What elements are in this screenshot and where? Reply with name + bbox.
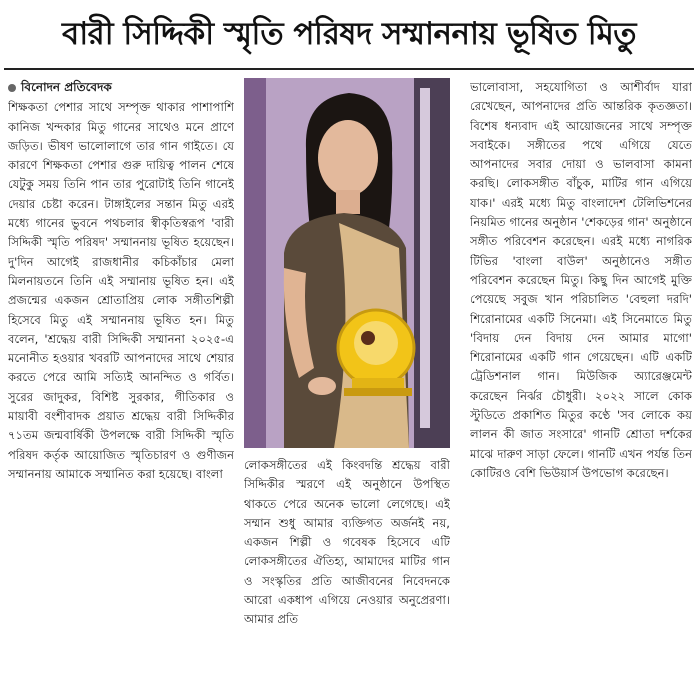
byline xyxy=(8,78,234,97)
article-column-3 xyxy=(470,78,692,684)
portrait-with-award-photo xyxy=(244,78,450,448)
article-column-2 xyxy=(244,456,450,684)
headline: বারী সিদ্দিকী স্মৃতি পরিষদ সম্মাননায় ভূষিত মিতু xyxy=(61,16,637,52)
article-column-1 xyxy=(8,78,234,684)
headline-divider xyxy=(4,68,694,70)
photo-illustration xyxy=(244,78,450,448)
column-2-text: লোকসঙ্গীতের এই কিংবদন্তি শ্রদ্ধেয় বারী সিদ্দিকীর স্মরণে এই অনুষ্ঠানে উপস্থিত থাকতে পেরে অনেক ভালো লেগেছে। এই সম্মান শুধু আমার ব্যক্তিগত অর্জনই নয়, একজন শিল্পী ও গবেষক হিসেবে এটি লোকসঙ্গীতের ঐতিহ্য, আমাদের মাটির গান ও সংস্কৃতির প্রতি আজীবনের নিবেদনকে আরো একধাপ এগিয়ে নেওয়ার অনুপ্রেরণা। আমার প্রতি xyxy=(244,458,450,627)
byline-text: বিনোদন প্রতিবেদক xyxy=(21,80,112,94)
column-1-text: শিক্ষকতা পেশার সাথে সম্পৃক্ত থাকার পাশাপাশি কানিজ খন্দকার মিতু গানের সাথেও মনে প্রাণে জড়িত। ভীষণ ভালোলাগে তার গান গাইতে। যে কারণে শিক্ষকতা পেশার গুরু দায়িত্ব পালন শেষে যেটুকু সময় তিনি পান তার পুরোটাই তিনি গানেই দেয়ার চেষ্টা করেন। টাঙ্গাইলের সন্তান মিতু এরই মধ্যে গানের ভুবনে পথচলার স্বীকৃতিস্বরূপ 'বারী সিদ্দিকী স্মৃতি পরিষদ' সম্মাননায় ভূষিত হয়েছেন। দু'দিন আগেই রাজধানীর কচিকাঁচার মেলা মিলনায়তনে তিনি এই সম্মানায় ভূষিত হন। এই প্রজন্মের একজন শ্রোতাপ্রিয় লোক সঙ্গীতশিল্পী হিসেবে মিতু এই সম্মাননায় ভূষিত হন। মিতু বলেন, 'শ্রদ্ধেয় বারী সিদ্দিকী সম্মাননা ২০২৫-এ মনোনীত হওয়ার খবরটি আপনাদের সাথে শেয়ার করতে পেরে আমি সত্যিই আনন্দিত ও গর্বিত। সুরের জাদুকর, বিশিষ্ট সুরকার, গীতিকার ও মায়াবী বংশীবাদক প্রয়াত শ্রদ্ধেয় বারী সিদ্দিকীর ৭১তম জন্মবার্ষিকী উপলক্ষে বারী সিদ্দিকী স্মৃতি পরিষদ কর্তৃক আয়োজিত স্মৃতিচারণ ও গুণীজন সম্মাননায় আমাকে সম্মানিত করা হয়েছে। বাংলা xyxy=(8,100,234,481)
column-3-text: ভালোবাসা, সহযোগিতা ও আশীর্বাদ যারা রেখেছেন, আপনাদের প্রতি আন্তরিক কৃতজ্ঞতা। বিশেষ ধন্যবাদ এই আয়োজনের সাথে সম্পৃক্ত সবাইকে। সঙ্গীতের পথে এগিয়ে যেতে আপনাদের সবার দোয়া ও ভালবাসা কামনা করছি। লোকসঙ্গীত বাঁচুক, মাটির গান এগিয়ে যাক।' এরই মধ্যে মিতু বাংলাদেশ টেলিভিশনের নিয়মিত গানের অনুষ্ঠান 'শেকড়ের গান' অনুষ্ঠানে সঙ্গীত পরিবেশন করেছেন। এরই মধ্যে নাগরিক টিভির 'বাংলা বাউল' অনুষ্ঠানেও সঙ্গীত পরিবেশন করেছেন মিতু। কিছু দিন আগেই মুক্তি পেয়েছে সবুজ খান পরিচালিত 'বেহুলা দরদি' শিরোনামের একটি সিনেমা। এই সিনেমাতে মিতু 'বিদায় দেন বিদায় দেন আমার মাগো' শিরোনামের একটি গান গেয়েছেন। এটি একটি ট্রেডিশনাল গান। মিউজিক অ্যারেঞ্জমেন্ট করেছেন নির্ঝর চৌধুরী। ২০২২ সালে কোক স্টুডিতে প্রকাশিত মিতুর কণ্ঠে 'সব লোকে কয় লালন কী জাত সংসারে' গানটি শ্রোতা দর্শকের মাঝে দারুণ সাড়া ফেলে। গানটি এখন পর্যন্ত তিন কোটিরও বেশি ভিউয়ার্স উপভোগ করেছেন। xyxy=(470,80,692,480)
bullet-icon xyxy=(8,84,16,92)
